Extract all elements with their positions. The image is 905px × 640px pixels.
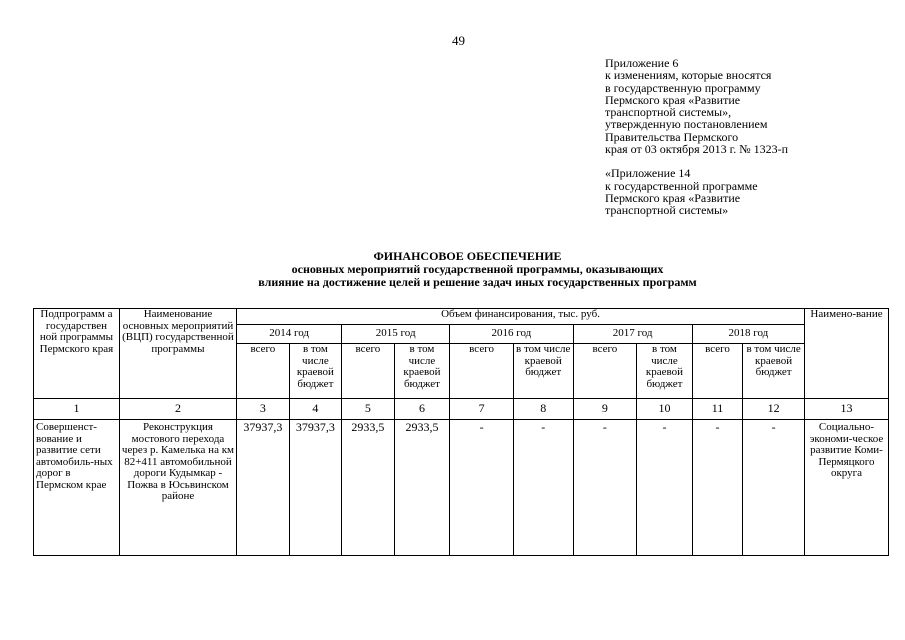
appendix-line: транспортной системы» (605, 203, 729, 218)
row-activity: Реконструкция мостового перехода через р. Камелька на км 82+411 автомобильной дороги Кудымкар - Пожва в Юсьвинском районе (119, 420, 236, 556)
column-number: 6 (394, 399, 450, 420)
appendix-line: Пермского края «Развитие (605, 92, 741, 107)
year-2015: 2015 год (342, 325, 450, 344)
year-2014: 2014 год (237, 325, 342, 344)
header-regional-budget: в том числе краевой бюджет (637, 344, 693, 399)
value-2015-total: 2933,5 (342, 420, 395, 556)
column-number: 12 (743, 399, 805, 420)
header-activity: Наименование основных мероприятий (ВЦП) государственной программы (119, 309, 236, 399)
column-number: 7 (450, 399, 514, 420)
value-2018-regional: - (743, 420, 805, 556)
header-regional-budget: в том числе краевой бюджет (394, 344, 450, 399)
table-row (34, 420, 889, 556)
year-2018: 2018 год (692, 325, 804, 344)
header-regional-budget: в том числе краевой бюджет (743, 344, 805, 399)
column-number: 3 (237, 399, 290, 420)
year-2017: 2017 год (573, 325, 692, 344)
header-total: всего (692, 344, 743, 399)
header-total: всего (237, 344, 290, 399)
header-program-name: Наимено-вание (805, 309, 889, 399)
appendix-line: транспортной системы», (605, 105, 732, 120)
value-2017-total: - (573, 420, 637, 556)
value-2017-regional: - (637, 420, 693, 556)
value-2014-regional: 37937,3 (289, 420, 342, 556)
page-number: 49 (452, 33, 465, 48)
column-number: 8 (513, 399, 573, 420)
appendix-line: в государственную программу (605, 80, 761, 95)
header-total: всего (450, 344, 514, 399)
value-2016-regional: - (513, 420, 573, 556)
title-line-3: влияние на достижение целей и решение задач иных государственных программ (258, 275, 697, 289)
column-number: 13 (805, 399, 889, 420)
appendix-line: Пермского края «Развитие (605, 190, 741, 205)
row-program-name: Социально-экономи-ческое развитие Коми-Пермяцкого округа (805, 420, 889, 556)
header-regional-budget: в том числе краевой бюджет (513, 344, 573, 399)
column-number: 5 (342, 399, 395, 420)
value-2015-regional: 2933,5 (394, 420, 450, 556)
appendix-line: к изменениям, которые вносятся (605, 68, 772, 83)
column-number: 1 (34, 399, 120, 420)
value-2014-total: 37937,3 (237, 420, 290, 556)
document-title (0, 250, 905, 289)
title-line-2: основных мероприятий государственной программы, оказывающих (291, 262, 664, 276)
appendix-block (605, 57, 788, 217)
header-total: всего (573, 344, 637, 399)
column-number: 11 (692, 399, 743, 420)
column-number: 9 (573, 399, 637, 420)
header-total: всего (342, 344, 395, 399)
column-number: 2 (119, 399, 236, 420)
row-subprogram: Совершенст-вование и развитие сети автомобиль-ных дорог в Пермском крае (34, 420, 120, 556)
appendix-line: «Приложение 14 (605, 166, 691, 181)
appendix-line: Правительства Пермского (605, 129, 739, 144)
title-line-1: ФИНАНСОВОЕ ОБЕСПЕЧЕНИЕ (373, 249, 562, 263)
funding-table (33, 308, 889, 556)
header-funding: Объем финансирования, тыс. руб. (237, 309, 805, 325)
year-2016: 2016 год (450, 325, 573, 344)
value-2018-total: - (692, 420, 743, 556)
appendix-line: утвержденную постановлением (605, 117, 768, 132)
appendix-line: к государственной программе (605, 178, 758, 193)
column-number: 10 (637, 399, 693, 420)
header-subprogram: Подпрограмм а государствен ной программы Пермского края (34, 309, 120, 399)
column-number-row (34, 399, 889, 420)
column-number: 4 (289, 399, 342, 420)
header-regional-budget: в том числе краевой бюджет (289, 344, 342, 399)
appendix-line: края от 03 октября 2013 г. № 1323-п (605, 142, 789, 157)
appendix-line: Приложение 6 (605, 56, 679, 70)
value-2016-total: - (450, 420, 514, 556)
